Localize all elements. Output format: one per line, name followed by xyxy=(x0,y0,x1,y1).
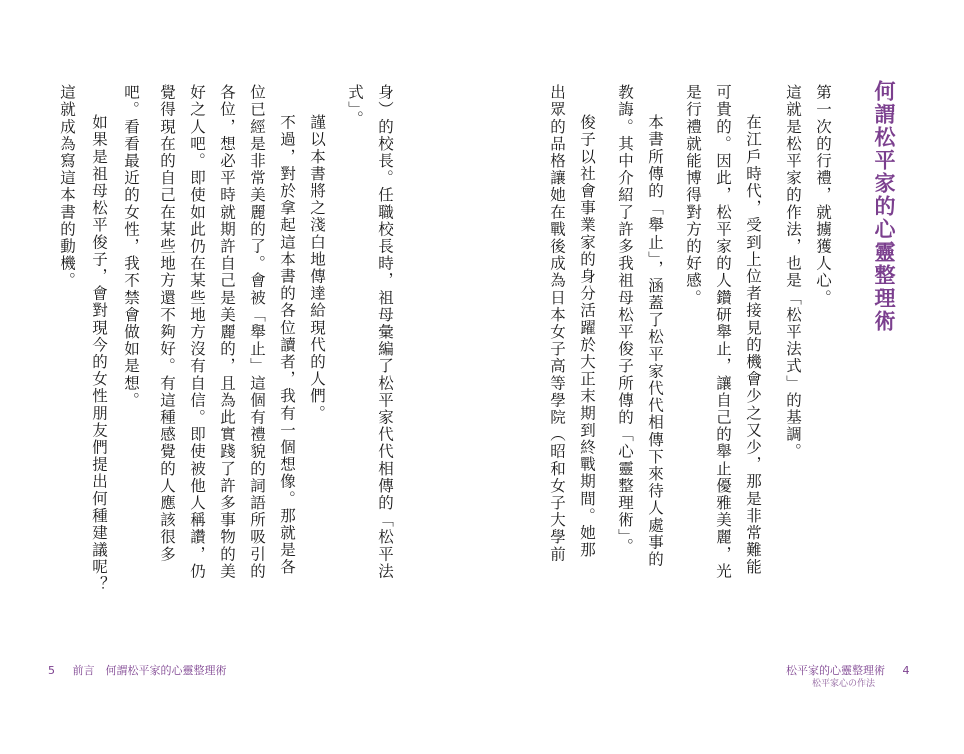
body-line: 吧。看看最近的女性，我不禁會做如是想。 xyxy=(122,84,140,409)
body-line: 各位，想必平時就期許自己是美麗的，且為此實踐了許多事物的美 xyxy=(218,84,236,580)
body-line: 在江戶時代，受到上位者接見的機會少之又少，那是非常難能 xyxy=(744,114,762,576)
body-line: 不過，對於拿起這本書的各位讀者，我有一個想像。那就是各 xyxy=(278,114,296,576)
body-line: 第一次的行禮，就擄獲人心。 xyxy=(814,84,832,307)
body-line: 好之人吧。即使如此仍在某些地方沒有自信。即使被他人稱讚，仍 xyxy=(188,84,206,580)
body-line: 如果是祖母松平俊子，會對現今的女性朋友們提出何種建議呢？ xyxy=(90,114,108,593)
body-line: 這就成為寫這本書的動機。 xyxy=(58,84,76,290)
footer-subtitle: 松平家心の作法 xyxy=(812,679,876,689)
body-line: 謹以本書將之淺白地傳達給現代的人們。 xyxy=(308,114,326,422)
running-footer xyxy=(48,662,227,678)
body-line: 可貴的。因此，松平家的人鑽研舉止，讓自己的舉止優雅美麗，光 xyxy=(714,84,732,580)
page-number: 5 xyxy=(48,664,55,677)
body-line: 身）的校長。任職校長時，祖母彙編了松平家代代相傳的「松平法 xyxy=(376,84,394,580)
page-number: 4 xyxy=(902,664,910,677)
body-line: 教誨。其中介紹了許多我祖母松平俊子所傳的「心靈整理術」。 xyxy=(616,84,634,556)
body-line: 是行禮就能博得對方的好感。 xyxy=(684,84,702,307)
body-line: 本書所傳的「舉止」，涵蓋了松平家代代相傳下來待人處事的 xyxy=(646,114,664,568)
body-line: 覺得現在的自己在某些地方還不夠好。有這種感覺的人應該很多 xyxy=(158,84,176,563)
footer-label: 前言 何謂松平家的心靈整理術 xyxy=(72,664,227,677)
section-title: 何謂松平家的心靈整理術 xyxy=(872,80,896,333)
body-line: 俊子以社會事業家的身分活躍於大正末期到終戰期間。她那 xyxy=(578,114,596,559)
footer-title: 松平家的心靈整理術 xyxy=(786,664,885,677)
body-line: 這就是松平家的作法，也是「松平法式」的基調。 xyxy=(784,84,802,461)
body-line: 位已經是非常美麗的了。會被「舉止」這個有禮貌的詞語所吸引的 xyxy=(248,84,266,580)
body-line: 式」。 xyxy=(346,84,364,128)
body-line: 出眾的品格讓她在戰後成為日本女子高等學院（昭和女子大學前 xyxy=(548,84,566,563)
